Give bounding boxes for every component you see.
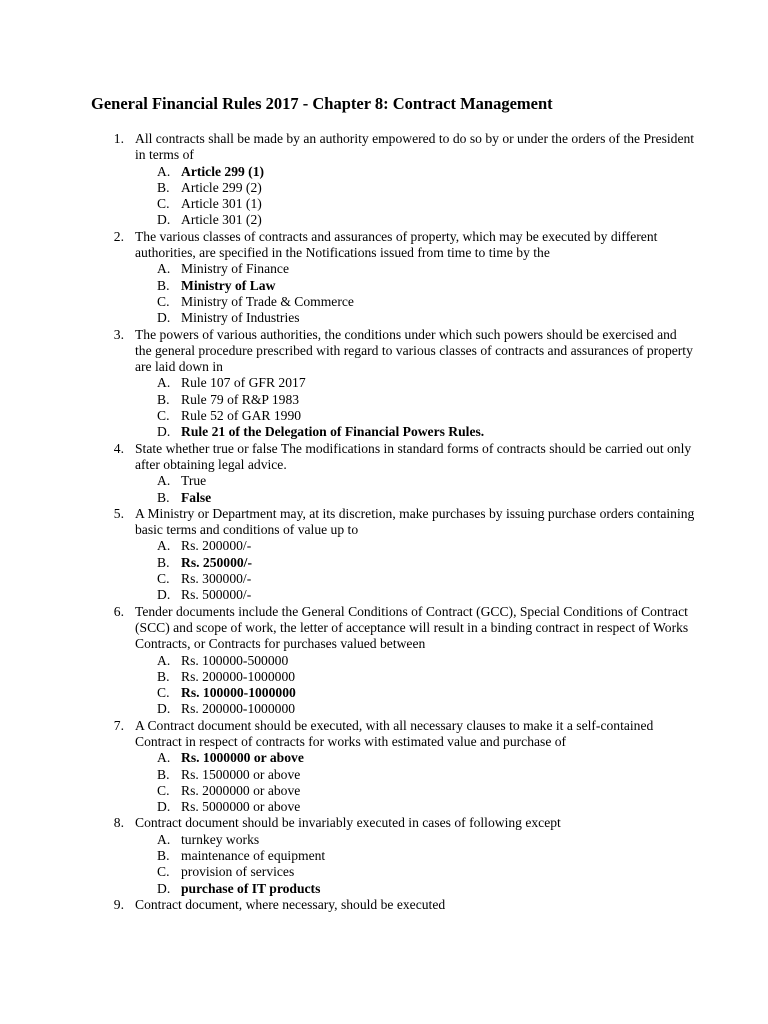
option-letter: C. (157, 864, 170, 880)
option-letter: C. (157, 782, 170, 798)
option-text-correct: Rs. 250000/- (181, 554, 252, 570)
answer-option (0, 555, 768, 571)
answer-option (0, 294, 768, 310)
question-number: 6. (113, 603, 124, 619)
answer-option (0, 278, 768, 294)
answer-option (0, 653, 768, 669)
option-letter: B. (157, 391, 170, 407)
option-letter: A. (157, 375, 171, 391)
question-number: 7. (113, 717, 124, 733)
question-number: 2. (113, 228, 124, 244)
answer-option (0, 375, 768, 391)
option-text: Rs. 2000000 or above (181, 782, 301, 798)
answer-option (0, 848, 768, 864)
answer-option (0, 164, 768, 180)
question-item (0, 327, 768, 441)
option-text: Rule 79 of R&P 1983 (181, 391, 300, 407)
option-text: Rs. 1500000 or above (181, 766, 301, 782)
answer-option (0, 783, 768, 799)
answer-option (0, 473, 768, 489)
option-letter: B. (157, 668, 170, 684)
option-letter: D. (157, 310, 171, 326)
option-letter: B. (157, 277, 170, 293)
option-text: Rs. 300000/- (181, 571, 252, 587)
question-text: The powers of various authorities, the conditions under which such powers should be exercised and the general procedure prescribed with regard to various classes of contracts and assurances of property are laid down in (135, 326, 693, 375)
option-text: Rule 52 of GAR 1990 (181, 408, 302, 424)
option-letter: C. (157, 293, 170, 309)
option-text: Ministry of Trade & Commerce (181, 293, 354, 309)
option-text: turnkey works (181, 831, 260, 847)
option-letter: A. (157, 163, 171, 179)
answer-option (0, 408, 768, 424)
option-text: True (181, 473, 207, 489)
option-letter: C. (157, 571, 170, 587)
option-letter: B. (157, 179, 170, 195)
answer-option (0, 424, 768, 440)
answer-option (0, 571, 768, 587)
option-text: Article 301 (2) (181, 212, 262, 228)
answer-option (0, 799, 768, 815)
question-item (0, 815, 768, 896)
option-letter: A. (157, 473, 171, 489)
question-item (0, 131, 768, 229)
question-text: A Ministry or Department may, at its discretion, make purchases by issuing purchase orders containing basic terms and conditions of value up to (135, 505, 695, 538)
answer-option (0, 701, 768, 717)
answer-option (0, 832, 768, 848)
option-text: Rs. 200000-1000000 (181, 668, 296, 684)
answer-option (0, 685, 768, 701)
answer-option (0, 767, 768, 783)
question-text: A Contract document should be executed, with all necessary clauses to make it a self-contained Contract in respect of contracts for works with estimated value and purchase of (135, 717, 654, 749)
question-text: Contract document should be invariably executed in cases of following except (135, 815, 561, 831)
option-letter: C. (157, 408, 170, 424)
question-item (0, 229, 768, 327)
option-text-correct: purchase of IT products (181, 880, 321, 896)
question-number: 4. (113, 440, 124, 456)
question-text: The various classes of contracts and assurances of property, which may be executed by different authorities, are specified in the Notifications issued from time to time by the (135, 228, 658, 261)
option-letter: B. (157, 554, 170, 570)
option-text: Rs. 200000/- (181, 538, 252, 554)
option-letter: A. (157, 261, 171, 277)
option-letter: B. (157, 489, 170, 505)
answer-option (0, 392, 768, 408)
option-letter: A. (157, 750, 171, 766)
question-item (0, 604, 768, 718)
answer-option (0, 490, 768, 506)
option-letter: D. (157, 880, 171, 896)
question-text: Tender documents include the General Conditions of Contract (GCC), Special Conditions of Contract (SCC) and scope of work, the letter of acceptance will result in a binding contract in respect of Works Contracts, or Contracts for purchases valued between (135, 603, 689, 652)
answer-option (0, 538, 768, 554)
question-item (0, 441, 768, 506)
option-letter: D. (157, 587, 171, 603)
option-letter: A. (157, 538, 171, 554)
option-text-correct: Rs. 1000000 or above (181, 750, 304, 766)
option-text: Rs. 5000000 or above (181, 799, 301, 815)
option-text-correct: Rule 21 of the Delegation of Financial Powers Rules. (181, 424, 485, 440)
option-text: maintenance of equipment (181, 848, 326, 864)
option-letter: D. (157, 212, 171, 228)
option-letter: A. (157, 831, 171, 847)
answer-option (0, 180, 768, 196)
question-item (0, 897, 768, 913)
option-text: Ministry of Industries (181, 310, 300, 326)
question-item (0, 506, 768, 604)
question-text: State whether true or false The modifications in standard forms of contracts should be carried out only after obtaining legal advice. (135, 440, 692, 472)
option-letter: B. (157, 848, 170, 864)
question-number: 1. (113, 131, 124, 146)
option-letter: D. (157, 424, 171, 440)
question-item (0, 718, 768, 816)
option-text: Rs. 200000-1000000 (181, 701, 296, 717)
answer-option (0, 750, 768, 766)
question-number: 5. (113, 505, 124, 521)
question-text: Contract document, where necessary, should be executed (135, 896, 446, 912)
answer-option (0, 196, 768, 212)
question-text: All contracts shall be made by an authority empowered to do so by or under the orders of the President in terms of (135, 131, 695, 163)
option-text: Rs. 500000/- (181, 587, 252, 603)
option-text-correct: Article 299 (1) (181, 163, 265, 179)
option-text-correct: False (181, 489, 212, 505)
option-text: Ministry of Finance (181, 261, 289, 277)
option-letter: B. (157, 766, 170, 782)
answer-option (0, 261, 768, 277)
option-letter: D. (157, 799, 171, 815)
option-letter: C. (157, 196, 170, 212)
answer-option (0, 669, 768, 685)
answer-option (0, 310, 768, 326)
option-text: Rs. 100000-500000 (181, 652, 289, 668)
option-letter: A. (157, 652, 171, 668)
option-text-correct: Rs. 100000-1000000 (181, 685, 296, 701)
option-letter: C. (157, 685, 170, 701)
answer-option (0, 881, 768, 897)
document-title: General Financial Rules 2017 - Chapter 8: Contract Management (91, 94, 553, 113)
option-text-correct: Ministry of Law (181, 277, 276, 293)
answer-option (0, 587, 768, 603)
question-number: 8. (113, 815, 124, 831)
question-number: 9. (113, 896, 124, 912)
option-text: Article 301 (1) (181, 196, 262, 212)
answer-option (0, 212, 768, 228)
option-letter: D. (157, 701, 171, 717)
question-list (0, 131, 768, 913)
option-text: provision of services (181, 864, 295, 880)
option-text: Article 299 (2) (181, 179, 262, 195)
question-number: 3. (113, 326, 124, 342)
answer-option (0, 864, 768, 880)
option-text: Rule 107 of GFR 2017 (181, 375, 306, 391)
